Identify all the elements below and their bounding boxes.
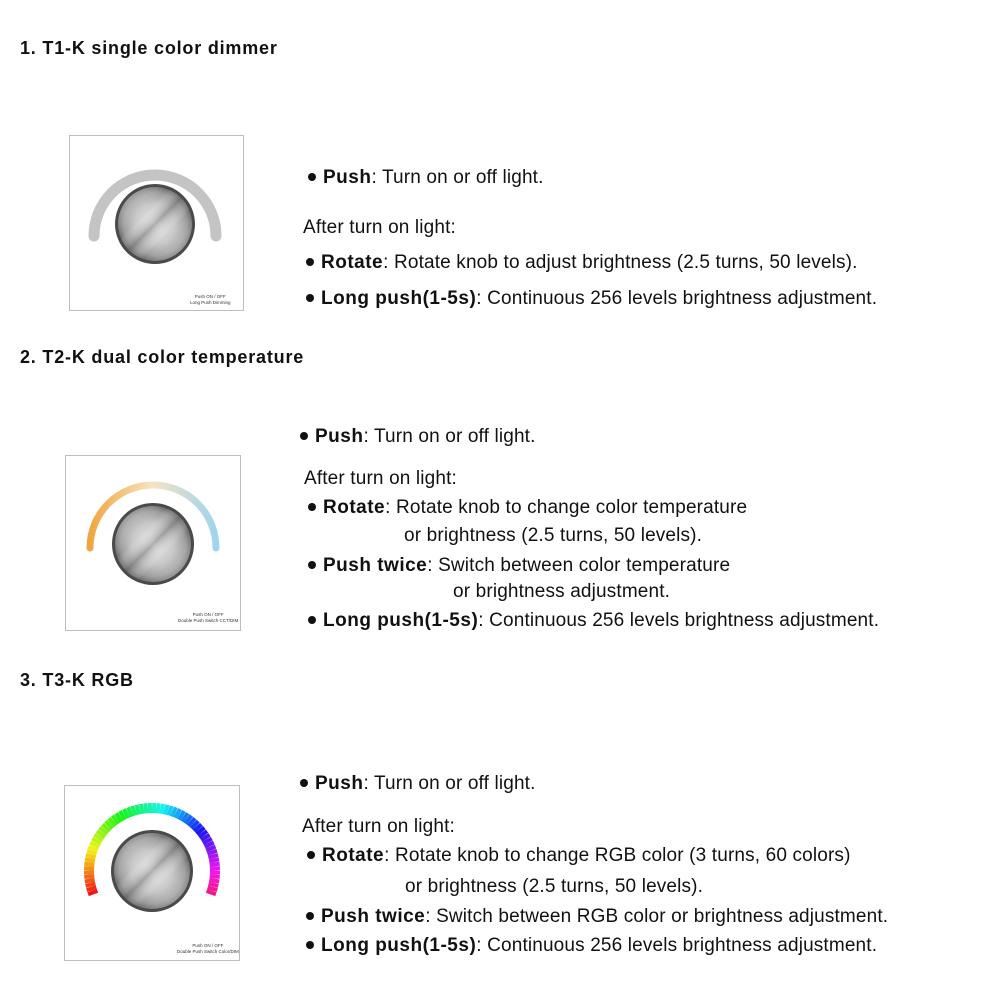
bullet-dot (306, 941, 314, 949)
rgb-arc-segment (207, 851, 217, 854)
rgb-arc-segment (141, 804, 143, 814)
bold-term: Push twice (321, 906, 426, 927)
bold-term: Push (323, 167, 372, 188)
t2k-twice-cont: or brightness adjustment. (453, 581, 671, 602)
panel-caption-2: Double Push Switch CCT/DIM (178, 617, 239, 623)
bullet-dot (308, 561, 316, 569)
bold-term: Rotate (322, 845, 385, 866)
t2k-twice-line (308, 555, 730, 577)
panel-caption-1: Push ON / OFF (194, 294, 226, 299)
bold-term: Push (315, 426, 364, 447)
rgb-arc-segment (145, 803, 146, 813)
rgb-arc-segment (165, 805, 167, 815)
bullet-dot (308, 173, 316, 181)
dimmer-knob-icon (65, 786, 239, 960)
t3k-twice-line (306, 906, 888, 928)
bold-term: Push (315, 773, 364, 794)
panel-caption-2: Double Push Switch Color/DIM (177, 948, 239, 954)
description: : Rotate knob to change color temperature (385, 497, 748, 518)
bullet-dot (306, 258, 314, 266)
dimmer-knob-icon (66, 456, 240, 630)
description: : Continuous 256 levels brightness adjustment. (476, 935, 878, 956)
rgb-arc-segment (210, 864, 220, 865)
t3k-push-line (300, 773, 536, 795)
rgb-arc-segment (137, 805, 139, 815)
t1k-panel-image (69, 135, 244, 311)
description: : Rotate knob to change RGB color (3 turns, 60 colors) (384, 845, 851, 866)
t1k-push-line (308, 167, 544, 189)
t1k-long-line (306, 288, 877, 310)
bold-term: Long push(1-5s) (321, 288, 477, 309)
t3k-rotate-cont: or brightness (2.5 turns, 50 levels). (405, 876, 704, 897)
section-heading-t3k: 3. T3-K RGB (20, 670, 134, 690)
t3k-after-line: After turn on light: (302, 816, 455, 837)
bold-term: Long push(1-5s) (323, 610, 479, 631)
panel-caption-1: Push ON / OFF (192, 943, 224, 948)
rgb-arc-segment (209, 880, 219, 882)
rgb-arc-segment (158, 803, 159, 813)
section-heading-t1k: 1. T1-K single color dimmer (20, 38, 278, 58)
panel-caption-2: Long Push Dimming (190, 299, 231, 305)
description: : Turn on or off light. (371, 167, 544, 188)
bold-term: Push twice (323, 555, 428, 576)
bold-term: Rotate (321, 252, 384, 273)
t2k-rotate-line (308, 497, 747, 519)
t1k-rotate-line (306, 252, 858, 274)
bullet-dot (308, 503, 316, 511)
description: : Turn on or off light. (363, 773, 536, 794)
bullet-dot (300, 779, 308, 787)
dimmer-knob-icon (70, 136, 243, 310)
rgb-arc-segment (208, 887, 218, 890)
bullet-dot (306, 912, 314, 920)
rgb-arc-segment (84, 876, 94, 877)
t3k-panel-image (64, 785, 240, 961)
description: : Switch between color temperature (427, 555, 731, 576)
description: : Continuous 256 levels brightness adjustment. (476, 288, 878, 309)
section-heading-t2k: 2. T2-K dual color temperature (20, 347, 305, 367)
rgb-arc-segment (207, 891, 216, 894)
t3k-rotate-line (307, 845, 851, 867)
description: : Switch between RGB color or brightness adjustment. (425, 906, 889, 927)
bullet-dot (306, 294, 314, 302)
t2k-panel-image (65, 455, 241, 631)
rgb-arc-segment (84, 864, 94, 865)
bullet-dot (300, 432, 308, 440)
t1k-after-line: After turn on light: (303, 217, 456, 238)
bullet-dot (308, 616, 316, 624)
rgb-arc-segment (88, 891, 97, 894)
description: : Continuous 256 levels brightness adjustment. (478, 610, 880, 631)
rgb-arc-segment (209, 859, 219, 861)
rgb-arc-segment (208, 855, 218, 857)
panel-caption-1: Push ON / OFF (192, 612, 224, 617)
t2k-after-line: After turn on light: (304, 468, 457, 489)
t2k-push-line (300, 426, 536, 448)
rgb-arc-segment (209, 884, 219, 886)
rgb-arc-segment (87, 887, 97, 890)
rgb-arc-segment (210, 876, 220, 877)
t2k-long-line (308, 610, 879, 632)
bullet-dot (307, 851, 315, 859)
bold-term: Rotate (323, 497, 386, 518)
rgb-arc-segment (161, 804, 163, 814)
rgb-arc-segment (86, 855, 96, 857)
rgb-arc-segment (85, 859, 95, 861)
rgb-arc-segment (132, 806, 135, 816)
rgb-arc-segment (86, 884, 96, 886)
rgb-arc-segment (85, 880, 95, 882)
bold-term: Long push(1-5s) (321, 935, 477, 956)
description: : Rotate knob to adjust brightness (2.5 turns, 50 levels). (383, 252, 858, 273)
t2k-rotate-cont: or brightness (2.5 turns, 50 levels). (404, 525, 703, 546)
description: : Turn on or off light. (363, 426, 536, 447)
t3k-long-line (306, 935, 877, 957)
